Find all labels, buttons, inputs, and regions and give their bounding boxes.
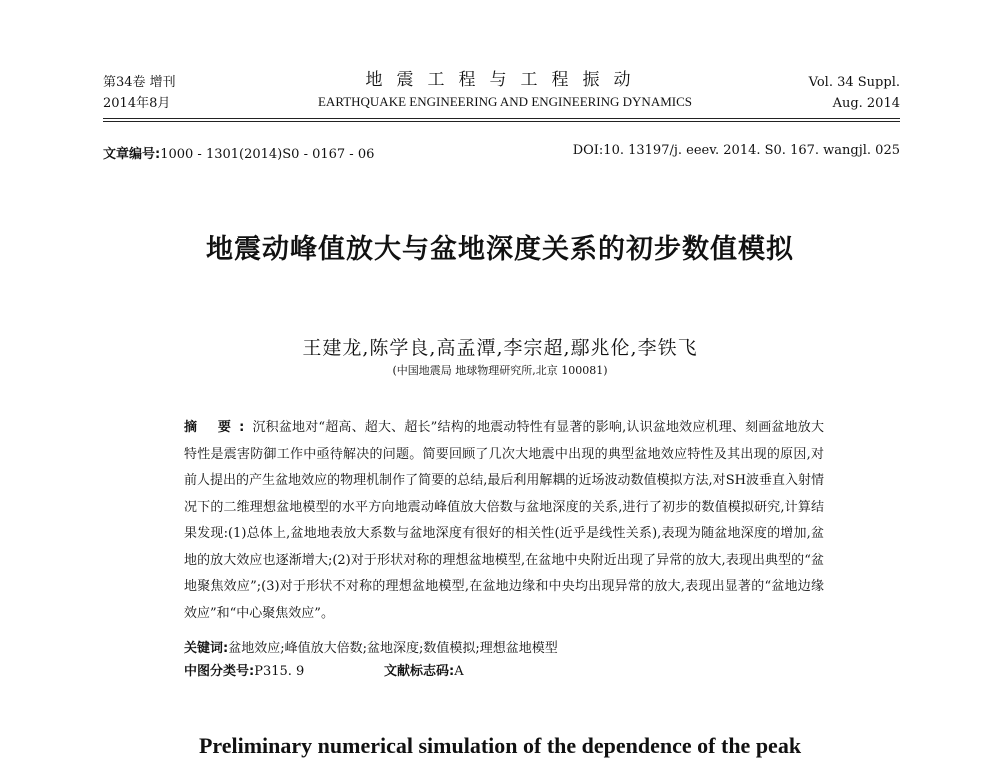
- issue-date: 2014年8月: [103, 96, 171, 111]
- header-right: [809, 72, 900, 114]
- classification: [184, 661, 824, 683]
- header-left: [103, 72, 176, 114]
- english-title: Preliminary numerical simulation of the dependence of the peak: [198, 733, 802, 758]
- doc-label: 文献标志码:: [384, 664, 455, 679]
- authors: 王建龙,陈学良,高孟潭,李宗超,鄢兆伦,李铁飞: [302, 337, 698, 359]
- abstract: [184, 415, 824, 627]
- header-rule-top: [103, 118, 900, 119]
- volume-issue: 第34卷 增刊: [103, 75, 176, 90]
- affiliation: (中国地震局 地球物理研究所,北京 100081): [392, 364, 608, 377]
- keywords: [184, 638, 824, 660]
- article-no: 1000 - 1301(2014)S0 - 0167 - 06: [160, 147, 375, 162]
- article-no-label: 文章编号:: [103, 147, 161, 162]
- abstract-text: 沉积盆地对“超高、超大、超长”结构的地震动特性有显著的影响,认识盆地效应机理、刻画盆地放大特性是震害防御工作中亟待解决的问题。简要回顾了几次大地震中出现的典型盆地效应特性及其出现的原因,对前人提出的产生盆地效应的物理机制作了简要的总结,最后利用解耦的近场波动数值模拟方法,对SH波垂直入射情况下的二维理想盆地模型的水平方向地震动峰值放大倍数与盆地深度的关系,进行了初步的数值模拟研究,计算结果发现:(1)总体上,盆地地表放大系数与盆地深度有很好的相关性(近乎是线性关系),表现为随盆地深度的增加,盆地的放大效应也逐渐增大;(2)对于形状对称的理想盆地模型,在盆地中央附近出现了异常的放大,表现出典型的“盆地聚焦效应”;(3)对于形状不对称的理想盆地模型,在盆地边缘和中央均出现异常的放大,表现出显著的“盆地边缘效应”和“中心聚焦效应”。: [184, 420, 824, 621]
- paper-title: 地震动峰值放大与盆地深度关系的初步数值模拟: [206, 234, 794, 265]
- article-meta: [103, 143, 900, 162]
- journal-title-cn: 地震工程与工程振动: [365, 70, 645, 90]
- abstract-label: 摘 要:: [184, 420, 253, 435]
- journal-header: [290, 68, 720, 112]
- header-rule-bottom: [103, 121, 900, 122]
- clc-label: 中图分类号:: [184, 664, 255, 679]
- journal-title-en: EARTHQUAKE ENGINEERING AND ENGINEERING DYNAMICS: [317, 94, 693, 109]
- clc-code: P315. 9: [254, 664, 305, 679]
- date-en: Aug. 2014: [832, 96, 900, 111]
- keywords-label: 关键词:: [184, 641, 229, 656]
- volume-en: Vol. 34 Suppl.: [808, 75, 900, 90]
- document-code: [384, 661, 464, 683]
- doc-code: A: [454, 664, 464, 679]
- doi: DOI:10. 13197/j. eeev. 2014. S0. 167. wangjl. 025: [572, 143, 900, 158]
- keywords-text: 盆地效应;峰值放大倍数;盆地深度;数值模拟;理想盆地模型: [228, 641, 558, 656]
